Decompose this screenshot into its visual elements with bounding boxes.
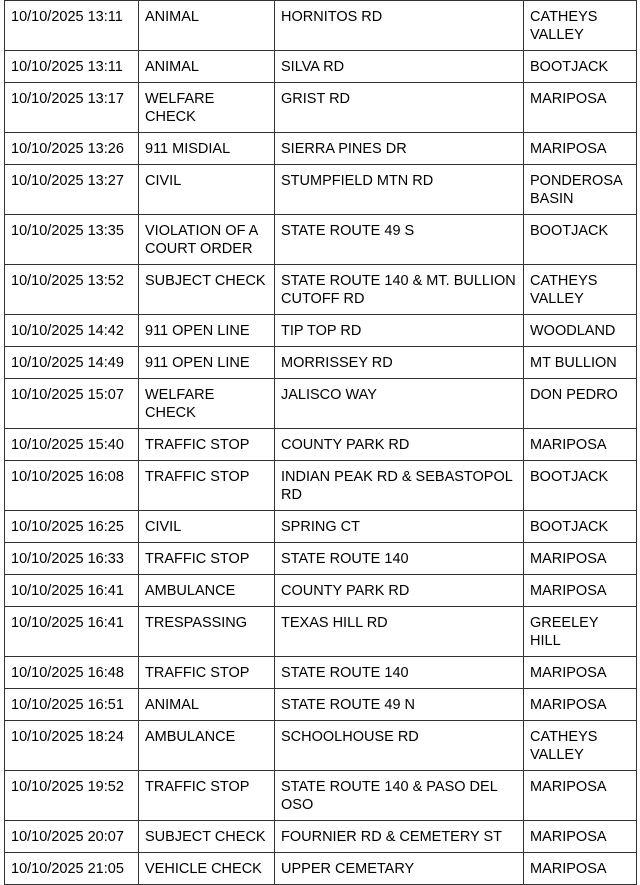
area-cell: PONDEROSA BASIN — [524, 165, 637, 215]
call-type-cell: AMBULANCE — [139, 721, 275, 771]
table-row — [5, 379, 637, 429]
table-row — [5, 771, 637, 821]
datetime-cell: 10/10/2025 20:07 — [5, 821, 139, 853]
location-cell: STATE ROUTE 140 & MT. BULLION CUTOFF RD — [275, 265, 524, 315]
call-type-cell: VEHICLE CHECK — [139, 853, 275, 885]
table-row — [5, 511, 637, 543]
call-type-cell: WELFARE CHECK — [139, 83, 275, 133]
call-type-cell: ANIMAL — [139, 1, 275, 51]
area-cell: BOOTJACK — [524, 215, 637, 265]
table-row — [5, 821, 637, 853]
datetime-cell: 10/10/2025 13:11 — [5, 1, 139, 51]
call-log-body — [5, 1, 637, 885]
location-cell: SILVA RD — [275, 51, 524, 83]
datetime-cell: 10/10/2025 19:52 — [5, 771, 139, 821]
area-cell: DON PEDRO — [524, 379, 637, 429]
datetime-cell: 10/10/2025 16:08 — [5, 461, 139, 511]
datetime-cell: 10/10/2025 15:40 — [5, 429, 139, 461]
call-type-cell: WELFARE CHECK — [139, 379, 275, 429]
datetime-cell: 10/10/2025 13:35 — [5, 215, 139, 265]
datetime-cell: 10/10/2025 16:25 — [5, 511, 139, 543]
table-row — [5, 265, 637, 315]
area-cell: MARIPOSA — [524, 133, 637, 165]
table-row — [5, 689, 637, 721]
table-row — [5, 315, 637, 347]
location-cell: STATE ROUTE 49 S — [275, 215, 524, 265]
datetime-cell: 10/10/2025 14:49 — [5, 347, 139, 379]
table-row — [5, 133, 637, 165]
call-type-cell: CIVIL — [139, 165, 275, 215]
datetime-cell: 10/10/2025 13:11 — [5, 51, 139, 83]
table-row — [5, 657, 637, 689]
datetime-cell: 10/10/2025 16:41 — [5, 575, 139, 607]
table-row — [5, 607, 637, 657]
area-cell: BOOTJACK — [524, 511, 637, 543]
location-cell: STATE ROUTE 140 & PASO DEL OSO — [275, 771, 524, 821]
table-row — [5, 165, 637, 215]
call-type-cell: SUBJECT CHECK — [139, 265, 275, 315]
table-row — [5, 461, 637, 511]
area-cell: CATHEYS VALLEY — [524, 1, 637, 51]
table-row — [5, 429, 637, 461]
call-type-cell: TRAFFIC STOP — [139, 771, 275, 821]
location-cell: MORRISSEY RD — [275, 347, 524, 379]
area-cell: MT BULLION — [524, 347, 637, 379]
location-cell: SIERRA PINES DR — [275, 133, 524, 165]
area-cell: CATHEYS VALLEY — [524, 265, 637, 315]
call-log-table — [4, 0, 637, 885]
datetime-cell: 10/10/2025 16:33 — [5, 543, 139, 575]
datetime-cell: 10/10/2025 16:51 — [5, 689, 139, 721]
location-cell: TIP TOP RD — [275, 315, 524, 347]
call-type-cell: TRAFFIC STOP — [139, 657, 275, 689]
area-cell: BOOTJACK — [524, 461, 637, 511]
call-type-cell: TRAFFIC STOP — [139, 429, 275, 461]
call-type-cell: 911 OPEN LINE — [139, 347, 275, 379]
call-type-cell: TRESPASSING — [139, 607, 275, 657]
table-row — [5, 543, 637, 575]
call-type-cell: VIOLATION OF A COURT ORDER — [139, 215, 275, 265]
table-row — [5, 347, 637, 379]
area-cell: MARIPOSA — [524, 543, 637, 575]
location-cell: COUNTY PARK RD — [275, 575, 524, 607]
table-row — [5, 575, 637, 607]
datetime-cell: 10/10/2025 13:52 — [5, 265, 139, 315]
call-type-cell: 911 OPEN LINE — [139, 315, 275, 347]
location-cell: SCHOOLHOUSE RD — [275, 721, 524, 771]
table-row — [5, 1, 637, 51]
call-type-cell: ANIMAL — [139, 51, 275, 83]
table-row — [5, 51, 637, 83]
datetime-cell: 10/10/2025 13:26 — [5, 133, 139, 165]
area-cell: MARIPOSA — [524, 771, 637, 821]
area-cell: MARIPOSA — [524, 575, 637, 607]
datetime-cell: 10/10/2025 13:17 — [5, 83, 139, 133]
location-cell: STATE ROUTE 140 — [275, 543, 524, 575]
area-cell: MARIPOSA — [524, 429, 637, 461]
call-type-cell: AMBULANCE — [139, 575, 275, 607]
datetime-cell: 10/10/2025 18:24 — [5, 721, 139, 771]
area-cell: MARIPOSA — [524, 821, 637, 853]
area-cell: BOOTJACK — [524, 51, 637, 83]
area-cell: MARIPOSA — [524, 657, 637, 689]
call-type-cell: TRAFFIC STOP — [139, 461, 275, 511]
area-cell: MARIPOSA — [524, 853, 637, 885]
area-cell: MARIPOSA — [524, 689, 637, 721]
datetime-cell: 10/10/2025 21:05 — [5, 853, 139, 885]
location-cell: UPPER CEMETARY — [275, 853, 524, 885]
area-cell: MARIPOSA — [524, 83, 637, 133]
datetime-cell: 10/10/2025 14:42 — [5, 315, 139, 347]
area-cell: CATHEYS VALLEY — [524, 721, 637, 771]
location-cell: INDIAN PEAK RD & SEBASTOPOL RD — [275, 461, 524, 511]
area-cell: WOODLAND — [524, 315, 637, 347]
location-cell: FOURNIER RD & CEMETERY ST — [275, 821, 524, 853]
location-cell: TEXAS HILL RD — [275, 607, 524, 657]
table-row — [5, 853, 637, 885]
location-cell: SPRING CT — [275, 511, 524, 543]
call-type-cell: TRAFFIC STOP — [139, 543, 275, 575]
location-cell: JALISCO WAY — [275, 379, 524, 429]
datetime-cell: 10/10/2025 16:41 — [5, 607, 139, 657]
location-cell: HORNITOS RD — [275, 1, 524, 51]
location-cell: STUMPFIELD MTN RD — [275, 165, 524, 215]
call-type-cell: CIVIL — [139, 511, 275, 543]
call-type-cell: ANIMAL — [139, 689, 275, 721]
location-cell: GRIST RD — [275, 83, 524, 133]
call-type-cell: SUBJECT CHECK — [139, 821, 275, 853]
location-cell: STATE ROUTE 140 — [275, 657, 524, 689]
location-cell: COUNTY PARK RD — [275, 429, 524, 461]
table-row — [5, 721, 637, 771]
call-type-cell: 911 MISDIAL — [139, 133, 275, 165]
datetime-cell: 10/10/2025 13:27 — [5, 165, 139, 215]
table-row — [5, 215, 637, 265]
table-row — [5, 83, 637, 133]
datetime-cell: 10/10/2025 16:48 — [5, 657, 139, 689]
location-cell: STATE ROUTE 49 N — [275, 689, 524, 721]
datetime-cell: 10/10/2025 15:07 — [5, 379, 139, 429]
area-cell: GREELEY HILL — [524, 607, 637, 657]
